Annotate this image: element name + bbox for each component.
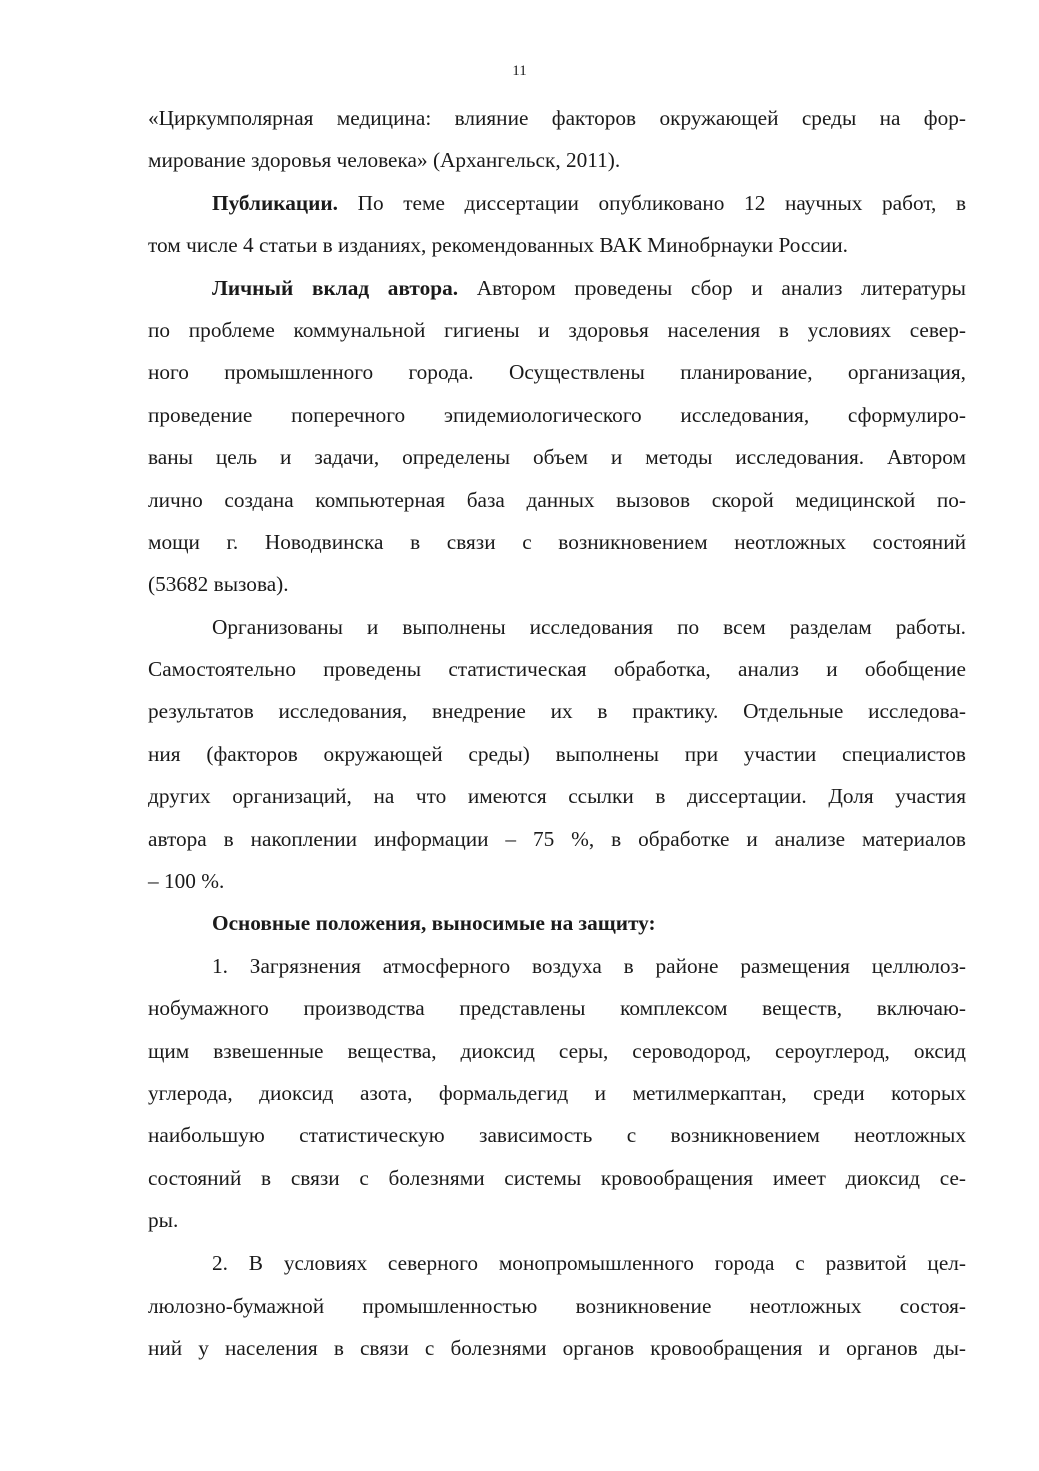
document-body (148, 97, 966, 1370)
text-line (148, 267, 966, 309)
text-line: ного промышленного города. Осуществлены планирование, организация, (148, 360, 966, 385)
text-line: ры. (148, 1208, 179, 1233)
text-line: нобумажного производства представлены комплексом веществ, включаю- (148, 996, 966, 1021)
text-line: 1. Загрязнения атмосферного воздуха в районе размещения целлюлоз- (212, 953, 966, 978)
text-run: Автором проведены сбор и анализ литературы (458, 275, 966, 300)
text-line: мощи г. Новодвинска в связи с возникновением неотложных состояний (148, 529, 966, 554)
text-line: ваны цель и задачи, определены объем и методы исследования. Автором (148, 445, 966, 470)
text-line: лично создана компьютерная база данных вызовов скорой медицинской по- (148, 487, 966, 512)
text-line: люлозно-бумажной промышленностью возникновение неотложных состоя- (148, 1293, 966, 1318)
text-line: – 100 %. (148, 869, 225, 894)
text-line: «Циркумполярная медицина: влияние факторов окружающей среды на фор- (148, 106, 966, 130)
publications-heading: Публикации. (212, 190, 339, 215)
text-line: Самостоятельно проведены статистическая обработка, анализ и обобщение (148, 657, 966, 682)
page-number: 11 (512, 63, 527, 79)
text-line: по проблеме коммунальной гигиены и здоровья населения в условиях север- (148, 317, 966, 342)
text-line: других организаций, на что имеются ссылки в диссертации. Доля участия (148, 784, 966, 809)
text-line: автора в накоплении информации – 75 %, в обработке и анализе материалов (148, 826, 966, 851)
text-line: углерода, диоксид азота, формальдегид и метилмеркаптан, среди которых (148, 1080, 966, 1105)
text-line (148, 902, 966, 944)
text-line: Организованы и выполнены исследования по всем разделам работы. (212, 614, 966, 639)
text-line: (53682 вызова). (148, 572, 289, 597)
text-line: щим взвешенные вещества, диоксид серы, сероводород, сероуглерод, оксид (148, 1038, 966, 1063)
theses-heading: Основные положения, выносимые на защиту: (212, 911, 656, 936)
contribution-heading: Личный вклад автора. (212, 275, 459, 300)
text-line: проведение поперечного эпидемиологического исследования, сформулиро- (148, 402, 966, 427)
text-run: По теме диссертации опубликовано 12 научных работ, в (338, 190, 966, 215)
text-line: результатов исследования, внедрение их в практику. Отдельные исследова- (148, 699, 966, 724)
text-line (148, 182, 966, 224)
text-line: мирование здоровья человека» (Архангельск, 2011). (148, 148, 621, 173)
text-line: том числе 4 статьи в изданиях, рекомендованных ВАК Минобрнауки России. (148, 233, 849, 258)
text-line: 2. В условиях северного монопромышленного города с развитой цел- (212, 1251, 966, 1276)
text-line: наибольшую статистическую зависимость с возникновением неотложных (148, 1123, 966, 1148)
text-line: состояний в связи с болезнями системы кровообращения имеет диоксид се- (148, 1165, 966, 1190)
text-line: ний у населения в связи с болезнями органов кровообращения и органов ды- (148, 1336, 966, 1361)
text-line: ния (факторов окружающей среды) выполнены при участии специалистов (148, 741, 966, 766)
